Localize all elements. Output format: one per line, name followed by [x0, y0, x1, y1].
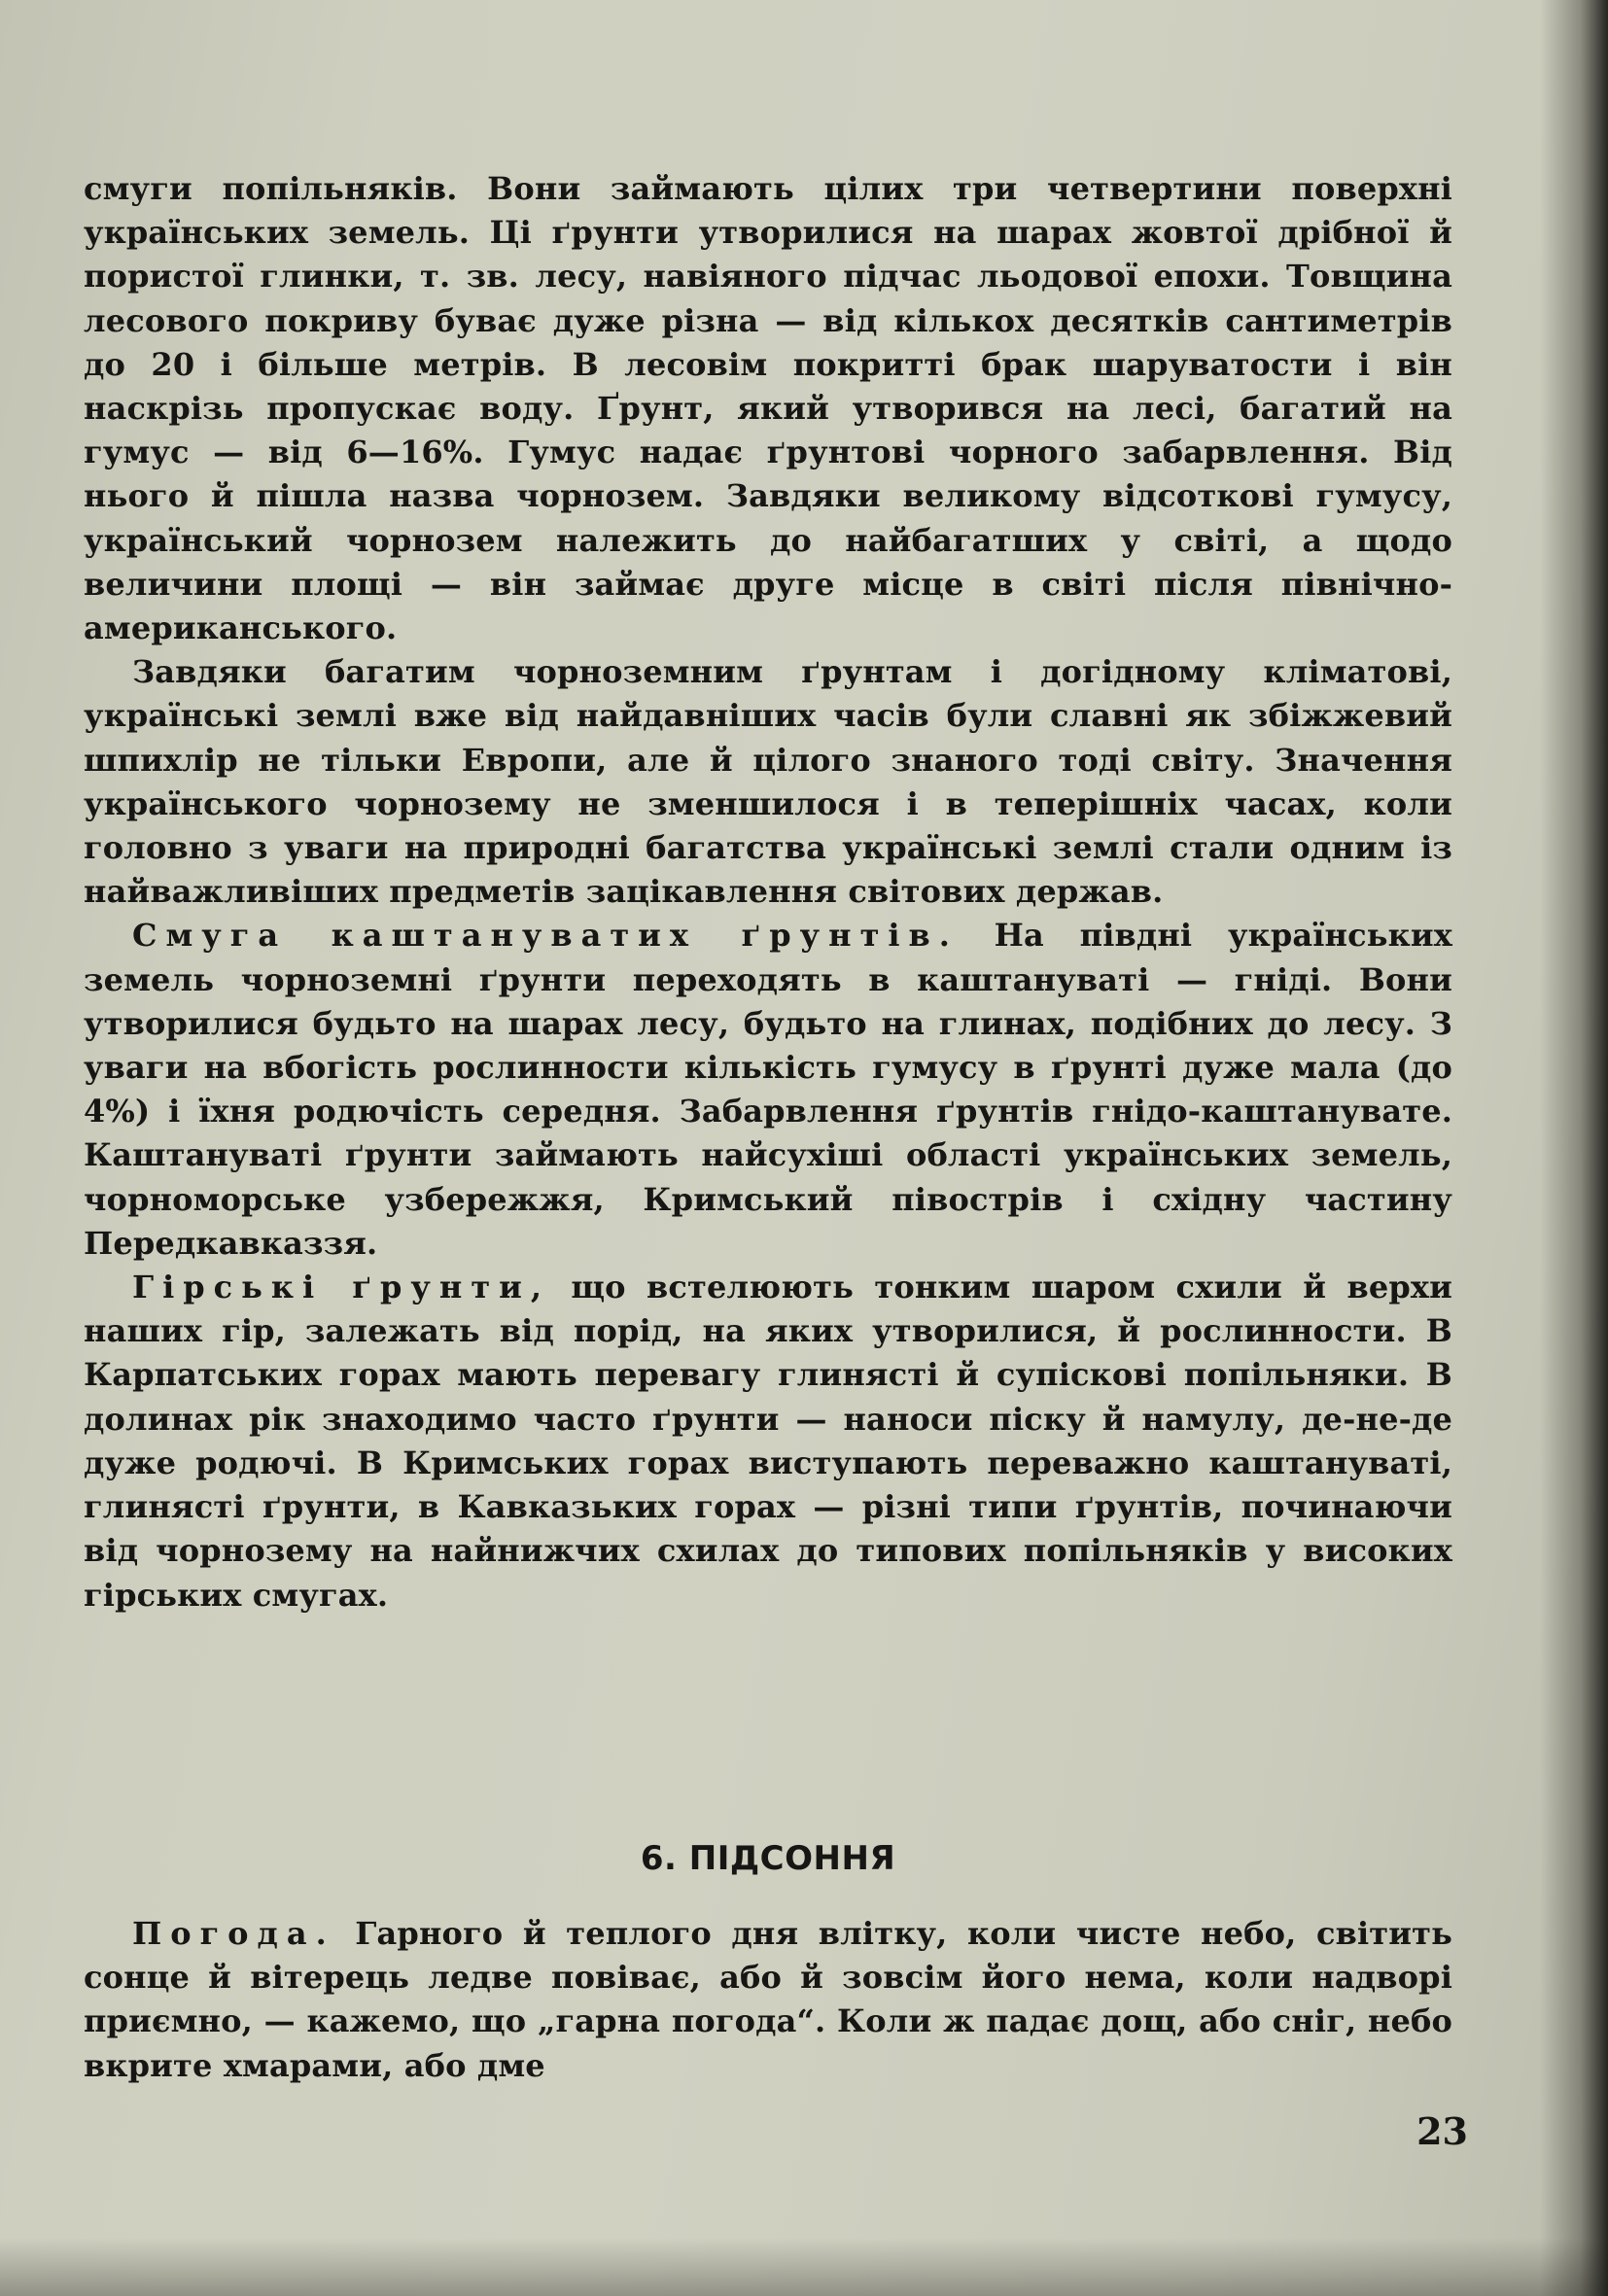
paragraph-chestnut-soils — [84, 914, 1452, 1266]
page-number: 23 — [1416, 2109, 1468, 2153]
body-text — [84, 167, 1452, 1618]
paragraph-lead: Погода. — [132, 1915, 335, 1952]
page-bottom-shadow — [0, 2238, 1608, 2296]
paragraph-text: На півдні українських земель чорноземні ґрунти переходять в каштануваті — гніді. Вони утворилися будьто на шарах лесу, будьто на глинах, подібних до лесу. З уваги на вбогість рослинности кількість гумусу в ґрунті дуже мала (до 4%) і їхня родючість середня. Забарвлення ґрунтів гнідо-каштанувате. Каштануваті ґрунти займають найсухіші області українських земель, чорноморське узбережжя, Кримський півострів і східну частину Передкавказзя. — [84, 917, 1452, 1262]
paragraph-chornozem — [84, 167, 1452, 650]
page-edge-shadow — [1540, 0, 1608, 2296]
paragraph-mountain-soils — [84, 1266, 1452, 1618]
paragraph-text: смуги попільняків. Вони займають цілих три четвертини поверхні українських земель. Ці ґрунти утворилися на шарах жовтої дрібної й пористої глинки, т. зв. лесу, навіяного підчас льодової епохи. Товщина лесового покриву буває дуже різна — від кількох десятків сантиметрів до 20 і більше метрів. В лесовім покритті брак шаруватости і він наскрізь пропускає воду. Ґрунт, який утворився на лесі, багатий на гумус — від 6—16%. Гумус надає ґрунтові чорного забарвлення. Від нього й пішла назва чорнозем. Завдяки великому відсоткові гумусу, український чорнозем належить до найбагатших у світі, а щодо величини площі — він займає друге місце в світі після північно-американського. — [84, 170, 1452, 647]
paragraph-text: що встелюють тонким шаром схили й верхи наших гір, залежать від порід, на яких утворилися, й рослинности. В Карпатських горах мають перевагу глинясті й супіскові попільняки. В долинах рік знаходимо часто ґрунти — наноси піску й намулу, де-не-де дуже родючі. В Кримських горах виступають переважно каштануваті, глинясті ґрунти, в Кавказьких горах — різні типи ґрунтів, починаючи від чорнозему на найнижчих схилах до типових попільняків у високих гірських смугах. — [84, 1269, 1453, 1614]
paragraph-lead: Гірські ґрунти, — [132, 1269, 551, 1306]
paragraph-climate — [84, 650, 1452, 914]
paragraph-weather — [84, 1912, 1452, 2088]
paragraph-lead: Смуга каштануватих ґрунтів. — [132, 917, 959, 955]
section-body-text — [84, 1912, 1452, 2088]
section-heading: 6. ПІДСОННЯ — [640, 1839, 896, 1878]
paragraph-text: Гарного й теплого дня влітку, коли чисте небо, світить сонце й вітерець ледве повіває, або й зовсім його нема, коли надворі приємно, — кажемо, що „гарна погода“. Коли ж падає дощ, або сніг, небо вкрите хмарами, або дме — [84, 1915, 1452, 2084]
paragraph-text: Завдяки багатим чорноземним ґрунтам і догідному кліматові, українські землі вже від найдавніших часів були славні як збіжжевий шпихлір не тільки Европи, але й цілого знаного тоді світу. Значення українського чорнозему не зменшилося і в теперішніх часах, коли головно з уваги на природні багатства українські землі стали одним із найважливіших предметів зацікавлення світових держав. — [84, 653, 1452, 911]
